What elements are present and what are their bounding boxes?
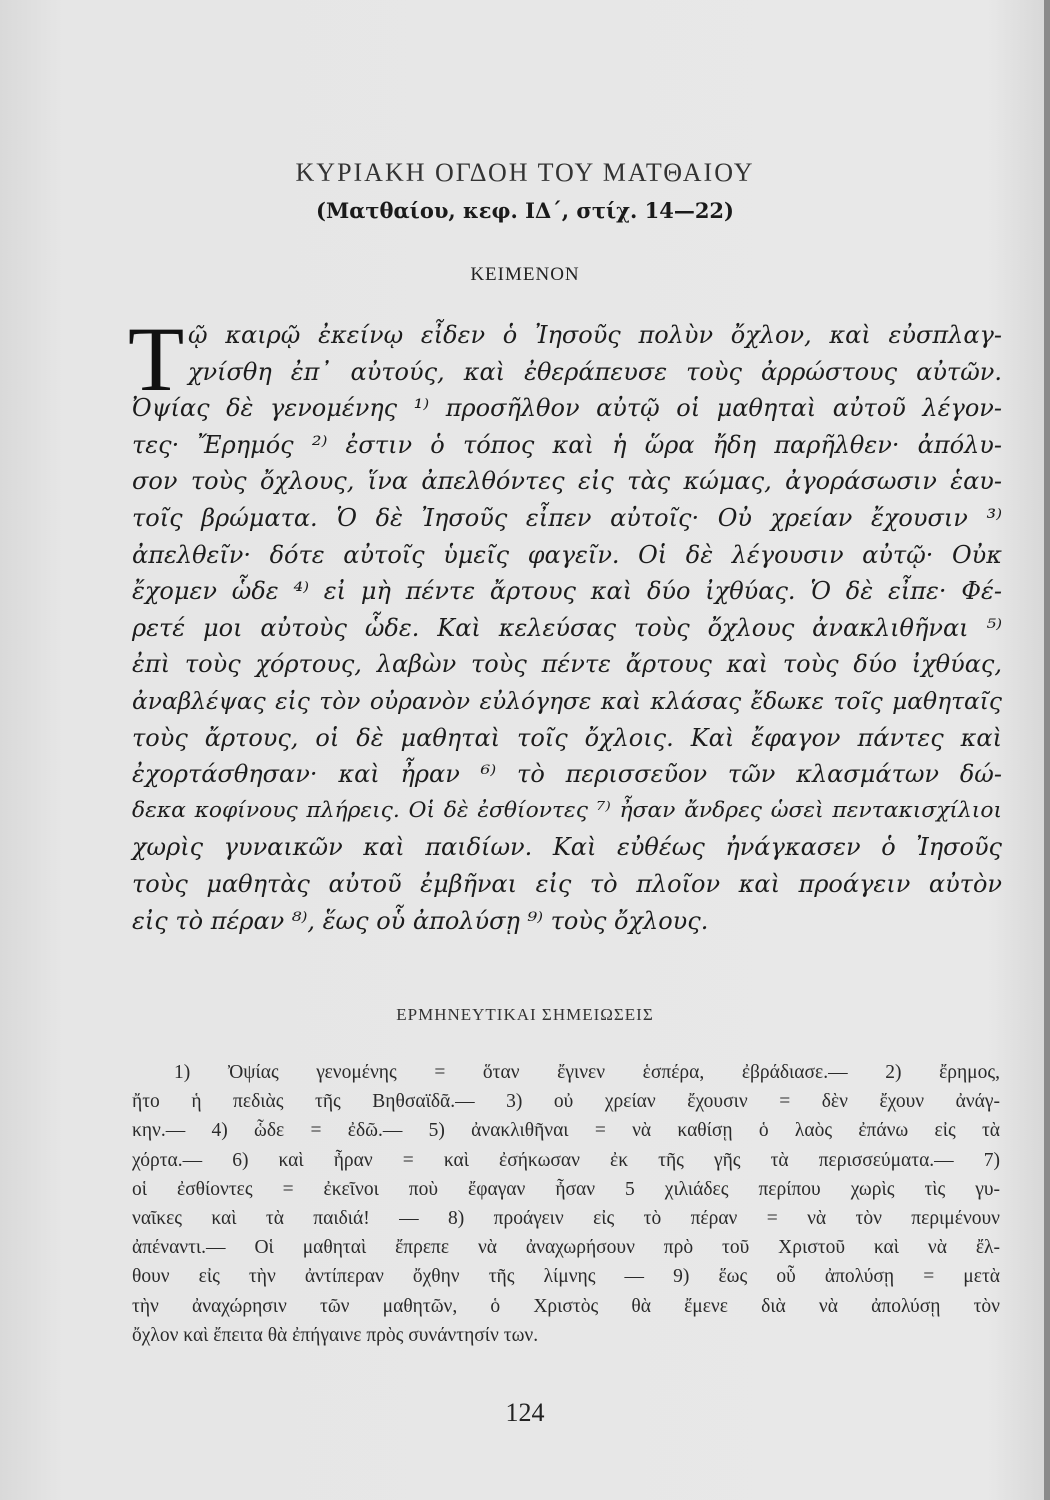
text-line: σον τοὺς ὄχλους, ἵνα ἀπελθόντες εἰς τὰς κώμας, ἀγοράσωσιν ἑαυ- [132,467,1002,496]
scripture-reference: (Ματθαίου, κεφ. ΙΔ΄, στίχ. 14—22) [316,198,734,223]
text-line: ἐχορτάσθησαν· καὶ ἦραν ⁶⁾ τὸ περισσεῦον τῶν κλασμάτων δώ- [132,760,1002,789]
note-line: 1) Ὀψίας γενομένης = ὅταν ἔγινεν ἑσπέρα, ἐβράδιασε.— 2) ἔρημος, [174,1062,1000,1083]
note-line: χόρτα.— 6) καὶ ἦραν = καὶ ἐσήκωσαν ἐκ τῆς γῆς τὰ περισσεύματα.— 7) [132,1149,1000,1171]
note-line: οἱ ἐσθίοντες = ἐκεῖνοι ποὺ ἔφαγαν ἦσαν 5 χιλιάδες περίπου χωρὶς τὶς γυ- [132,1178,1000,1200]
gospel-text [128,308,1002,939]
note-line: ἤτο ἡ πεδιὰς τῆς Βηθσαϊδᾶ.— 3) οὐ χρείαν ἔχουσιν = δὲν ἔχουν ἀνάγ- [132,1091,1000,1113]
note-line: ἀπέναντι.— Οἱ μαθηταὶ ἔπρεπε νὰ ἀναχωρήσουν πρὸ τοῦ Χριστοῦ καὶ νὰ ἔλ- [132,1237,1000,1259]
text-line: τοὺς μαθητὰς αὐτοῦ ἐμβῆναι εἰς τὸ πλοῖον καὶ προάγειν αὐτὸν [132,869,1002,898]
text-line: ἔχομεν ὧδε ⁴⁾ εἰ μὴ πέντε ἄρτους καὶ δύο ἰχθύας. Ὁ δὲ εἶπε· Φέ- [132,577,1002,606]
page-edge-shadow [1044,0,1050,1500]
page-title: ΚΥΡΙΑΚΗ ΟΓΔΟΗ ΤΟΥ ΜΑΤΘΑΙΟΥ [295,158,755,187]
text-line: τες· Ἔρημός ²⁾ ἐστιν ὁ τόπος καὶ ἡ ὥρα ἤδη παρῆλθεν· ἀπόλυ- [132,430,1002,459]
note-line: τὴν ἀναχώρησιν τῶν μαθητῶν, ὁ Χριστὸς θὰ ἔμενε διὰ νὰ ἀπολύσῃ τὸν [132,1295,1000,1317]
text-line: ἐπὶ τοὺς χόρτους, λαβὼν τοὺς πέντε ἄρτους καὶ τοὺς δύο ἰχθύας, [132,650,1002,679]
notes-section-label: ΕΡΜΗΝΕΥΤΙΚΑΙ ΣΗΜΕΙΩΣΕΙΣ [396,1005,654,1024]
drop-cap: Τ [128,308,185,410]
text-line: ρετέ μοι αὐτοὺς ὧδε. Καὶ κελεύσας τοὺς ὄχλους ἀνακλιθῆναι ⁵⁾ [132,613,1002,642]
note-line: ὄχλον καὶ ἔπειτα θὰ ἐπήγαινε πρὸς συνάντησίν των. [132,1324,539,1346]
text-line: ἀναβλέψας εἰς τὸν οὐρανὸν εὐλόγησε καὶ κλάσας ἔδωκε τοῖς μαθηταῖς [132,686,1002,715]
text-line: χνίσθη ἐπ᾿ αὐτούς, καὶ ἐθεράπευσε τοὺς ἀρρώστους αὐτῶν. [188,357,1002,386]
note-line: κην.— 4) ὧδε = ἐδῶ.— 5) ἀνακλιθῆναι = νὰ καθίσῃ ὁ λαὸς ἐπάνω εἰς τὰ [132,1120,1000,1142]
text-line: Ὀψίας δὲ γενομένης ¹⁾ προσῆλθον αὐτῷ οἱ μαθηταὶ αὐτοῦ λέγον- [132,394,1002,423]
text-line: δεκα κοφίνους πλήρεις. Οἱ δὲ ἐσθίοντες ⁷⁾ ἦσαν ἄνδρες ὡσεὶ πεντακισχίλιοι [132,797,1002,823]
explanatory-notes [132,1058,1000,1350]
note-line: θουν εἰς τὴν ἀντίπεραν ὄχθην τῆς λίμνης — 9) ἕως οὗ ἀπολύσῃ = μετὰ [132,1266,1000,1288]
text-line: χωρὶς γυναικῶν καὶ παιδίων. Καὶ εὐθέως ἠνάγκασεν ὁ Ἰησοῦς [132,833,1002,862]
text-line: τοῖς βρώματα. Ὁ δὲ Ἰησοῦς εἶπεν αὐτοῖς· Οὐ χρείαν ἔχουσιν ³⁾ [132,503,1002,532]
note-line: ναῖκες καὶ τὰ παιδιά! — 8) προάγειν εἰς τὸ πέραν = νὰ τὸν περιμένουν [132,1207,1000,1229]
text-line: ἀπελθεῖν· δότε αὐτοῖς ὑμεῖς φαγεῖν. Οἱ δὲ λέγουσιν αὐτῷ· Οὐκ [132,540,1002,569]
text-line: εἰς τὸ πέραν ⁸⁾, ἕως οὗ ἀπολύσῃ ⁹⁾ τοὺς ὄχλους. [132,906,709,935]
text-section-label: ΚΕΙΜΕΝΟΝ [470,264,580,285]
page-number: 124 [505,1398,545,1427]
text-line: τοὺς ἄρτους, οἱ δὲ μαθηταὶ τοῖς ὄχλοις. Καὶ ἔφαγον πάντες καὶ [132,723,1002,752]
text-line: ῷ καιρῷ ἐκείνῳ εἶδεν ὁ Ἰησοῦς πολὺν ὄχλον, καὶ εὐσπλαγ- [188,321,1002,349]
